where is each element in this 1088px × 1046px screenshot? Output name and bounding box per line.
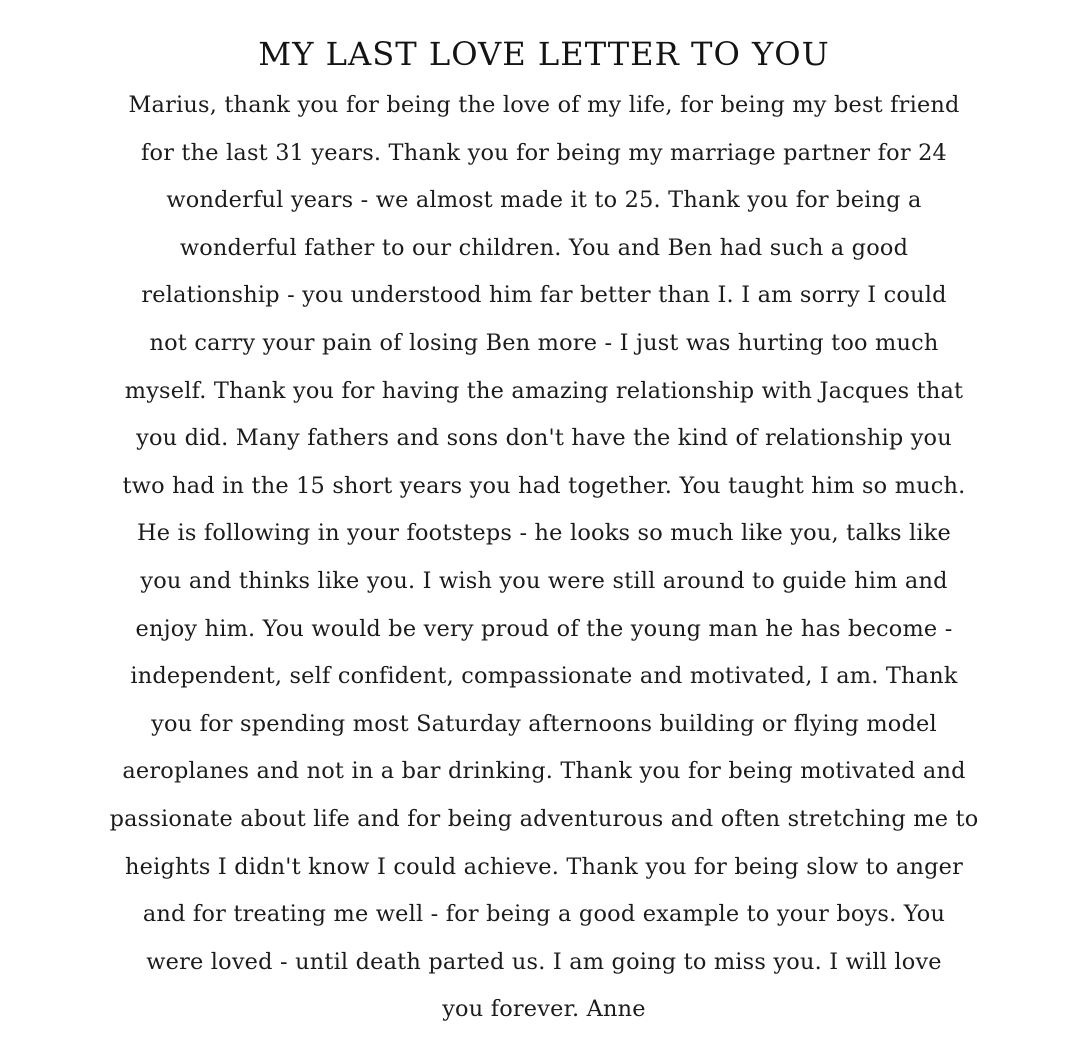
letter-line: not carry your pain of losing Ben more - I just was hurting too much [149,329,939,356]
letter-line: you and thinks like you. I wish you were still around to guide him and [140,567,948,594]
letter-line: passionate about life and for being adventurous and often stretching me to [109,805,979,832]
letter-line: wonderful years - we almost made it to 25. Thank you for being a [166,187,922,214]
letter-line: you for spending most Saturday afternoons building or flying model [151,710,937,737]
letter-line: and for treating me well - for being a good example to your boys. You [142,901,946,928]
letter-line: relationship - you understood him far better than I. I am sorry I could [141,282,947,309]
letter-line: independent, self confident, compassionate and motivated, I am. Thank [130,663,958,690]
letter-body [0,82,1088,1034]
letter-line: myself. Thank you for having the amazing relationship with Jacques that [124,377,964,404]
letter-line: you did. Many fathers and sons don't have the kind of relationship you [136,425,952,452]
letter-line: enjoy him. You would be very proud of the young man he has become - [135,615,953,642]
letter-line: aeroplanes and not in a bar drinking. Thank you for being motivated and [122,758,966,785]
letter-line: Marius, thank you for being the love of my life, for being my best friend [128,92,960,118]
letter-line: wonderful father to our children. You and Ben had such a good [179,234,909,261]
letter-signature-line: you forever. Anne [442,996,646,1023]
letter-line: heights I didn't know I could achieve. Thank you for being slow to anger [124,853,963,880]
letter-title: MY LAST LOVE LETTER TO YOU [258,35,830,73]
letter-line: were loved - until death parted us. I am going to miss you. I will love [146,948,942,975]
letter-line: He is following in your footsteps - he looks so much like you, talks like [136,520,952,547]
letter-line: two had in the 15 short years you had together. You taught him so much. [122,472,966,499]
letter-line: for the last 31 years. Thank you for being my marriage partner for 24 [141,139,947,166]
